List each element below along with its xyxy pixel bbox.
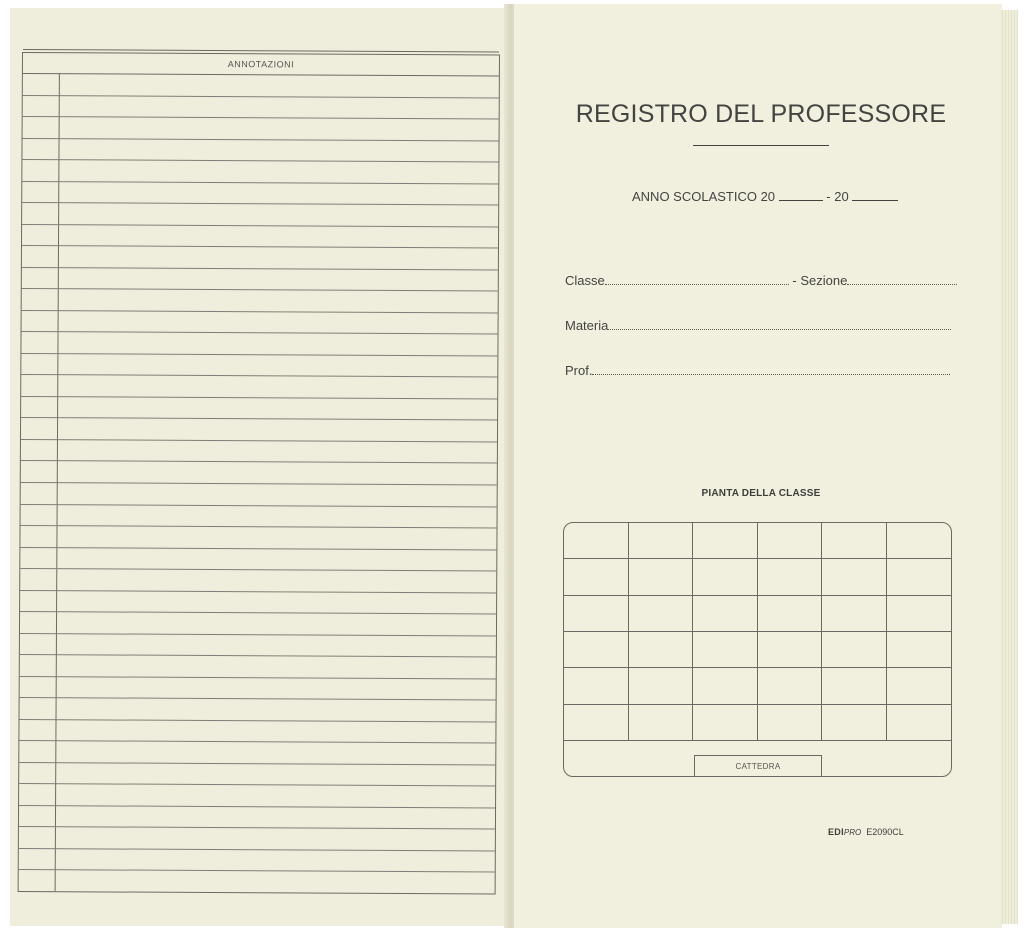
- title-underline: [693, 145, 829, 146]
- seat-cell: [693, 596, 758, 632]
- ruled-line: [19, 826, 495, 829]
- seat-cell: [887, 632, 952, 668]
- ruled-line: [23, 95, 499, 98]
- ruled-line: [21, 396, 497, 399]
- teacher-row: [565, 363, 950, 378]
- ruled-line: [19, 848, 495, 851]
- seat-cell: [822, 632, 887, 668]
- school-year-label: ANNO SCOLASTICO 20: [632, 189, 776, 204]
- seat-cell: [564, 596, 629, 632]
- ruled-line: [22, 224, 498, 227]
- ruled-line: [19, 805, 495, 808]
- ruled-line: [20, 590, 496, 593]
- product-code: E2090CL: [866, 827, 904, 837]
- seat-cell: [693, 523, 758, 559]
- ruled-line: [20, 611, 496, 614]
- section-field[interactable]: [847, 274, 957, 285]
- seat-cell: [887, 705, 952, 741]
- class-plan-title: PIANTA DELLA CLASSE: [701, 488, 821, 499]
- publisher-mark: [828, 827, 904, 837]
- ruled-line: [23, 116, 499, 119]
- ruled-line: [22, 181, 498, 184]
- class-section-row: [565, 273, 957, 288]
- ruled-line: [22, 331, 498, 334]
- seat-cell: [629, 523, 694, 559]
- seat-cell: [629, 632, 694, 668]
- seat-cell: [758, 705, 823, 741]
- ruled-line: [20, 568, 496, 571]
- ruled-line: [20, 633, 496, 636]
- ruled-line: [21, 504, 497, 507]
- brand-name: EDI: [828, 827, 844, 837]
- ruled-line: [20, 547, 496, 550]
- subject-row: [565, 318, 951, 333]
- seat-cell: [887, 668, 952, 704]
- ruled-line: [22, 159, 498, 162]
- seat-cell: [887, 559, 952, 595]
- subject-field[interactable]: [608, 319, 951, 330]
- seat-cell: [758, 632, 823, 668]
- seating-grid: [564, 523, 951, 741]
- ruled-line: [19, 740, 495, 743]
- right-page: [514, 4, 1002, 928]
- seat-cell: [822, 523, 887, 559]
- subject-label: Materia: [565, 318, 609, 333]
- seat-cell: [822, 559, 887, 595]
- seat-cell: [758, 596, 823, 632]
- ruled-line: [22, 202, 498, 205]
- class-field[interactable]: [605, 274, 789, 285]
- seat-cell: [758, 559, 823, 595]
- ruled-line: [21, 460, 497, 463]
- seat-cell: [564, 559, 629, 595]
- annotations-header: ANNOTAZIONI: [23, 53, 499, 76]
- teacher-field[interactable]: [592, 364, 950, 375]
- ruled-line: [20, 697, 496, 700]
- ruled-line: [21, 417, 497, 420]
- class-plan: [563, 522, 952, 777]
- ruled-line: [22, 310, 498, 313]
- seat-cell: [758, 523, 823, 559]
- ruled-line: [19, 783, 495, 786]
- seat-cell: [822, 668, 887, 704]
- page-edges: [1000, 10, 1018, 924]
- brand-suffix: PRO: [843, 828, 862, 837]
- ruled-line: [21, 525, 497, 528]
- seat-cell: [629, 596, 694, 632]
- school-year-start-blank[interactable]: [779, 190, 823, 201]
- ruled-line: [19, 869, 495, 872]
- teacher-desk: CATTEDRA: [694, 755, 822, 777]
- seat-cell: [693, 632, 758, 668]
- class-label: Classe: [565, 273, 605, 288]
- section-label: - Sezione: [792, 273, 848, 288]
- seat-cell: [887, 596, 952, 632]
- ruled-line: [22, 245, 498, 248]
- seat-cell: [629, 668, 694, 704]
- seat-cell: [564, 632, 629, 668]
- seat-cell: [693, 705, 758, 741]
- school-year-line: [632, 189, 898, 204]
- annotations-table: [18, 52, 500, 894]
- ruled-line: [22, 288, 498, 291]
- ruled-line: [20, 654, 496, 657]
- seat-cell: [629, 559, 694, 595]
- page-title: REGISTRO DEL PROFESSORE: [575, 100, 947, 128]
- ruled-line: [23, 138, 499, 141]
- seat-cell: [822, 596, 887, 632]
- ruled-line: [21, 374, 497, 377]
- seat-cell: [564, 523, 629, 559]
- ruled-line: [20, 719, 496, 722]
- ruled-line: [21, 482, 497, 485]
- seat-cell: [887, 523, 952, 559]
- ruled-line: [22, 267, 498, 270]
- ruled-line: [21, 439, 497, 442]
- seat-cell: [629, 705, 694, 741]
- school-year-end-blank[interactable]: [852, 190, 898, 201]
- seat-cell: [564, 705, 629, 741]
- seat-cell: [758, 668, 823, 704]
- teacher-label: Prof.: [565, 363, 593, 378]
- seat-cell: [693, 668, 758, 704]
- seat-cell: [822, 705, 887, 741]
- ruled-line: [19, 762, 495, 765]
- school-year-separator: - 20: [826, 189, 849, 204]
- seat-cell: [693, 559, 758, 595]
- seat-cell: [564, 668, 629, 704]
- ruled-line: [20, 676, 496, 679]
- ruled-line: [21, 353, 497, 356]
